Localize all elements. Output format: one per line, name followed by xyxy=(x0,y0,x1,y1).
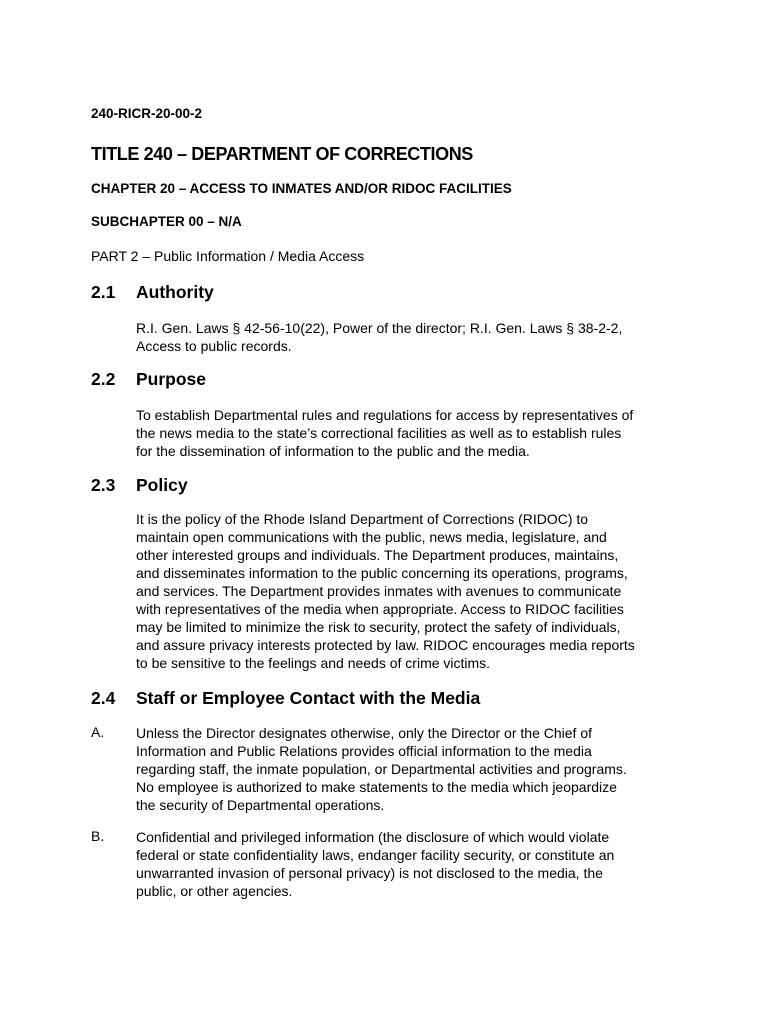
body-line: the news media to the state’s correctional facilities as well as to establish rules xyxy=(136,425,622,441)
body-line: Confidential and privileged information (the disclosure of which would violate xyxy=(136,829,610,845)
subchapter-heading: SUBCHAPTER 00 – N/A xyxy=(91,214,242,229)
body-line: Information and Public Relations provides official information to the media xyxy=(136,743,592,759)
body-line: other interested groups and individuals. The Department produces, maintains, xyxy=(136,547,619,563)
section-title-authority: Authority xyxy=(136,282,214,302)
body-line: and assure privacy interests protected by law. RIDOC encourages media reports xyxy=(136,637,635,653)
body-line: maintain open communications with the public, news media, legislature, and xyxy=(136,529,607,545)
body-line: and services. The Department provides inmates with avenues to communicate xyxy=(136,583,622,599)
body-line: regarding staff, the inmate population, or Departmental activities and programs. xyxy=(136,761,627,777)
body-line: R.I. Gen. Laws § 42-56-10(22), Power of the director; R.I. Gen. Laws § 38-2-2, xyxy=(136,320,623,336)
item-letter-a: A. xyxy=(91,724,105,740)
body-line: may be limited to minimize the risk to security, protect the safety of individuals, xyxy=(136,619,621,635)
body-line: with representatives of the media when appropriate. Access to RIDOC facilities xyxy=(136,601,624,617)
title-heading: TITLE 240 – DEPARTMENT OF CORRECTIONS xyxy=(91,144,473,164)
item-body-b xyxy=(136,828,696,900)
body-line: federal or state confidentiality laws, endanger facility security, or constitute an xyxy=(136,847,615,863)
section-title-staff-media-contact: Staff or Employee Contact with the Media xyxy=(136,688,481,708)
body-line: unwarranted invasion of personal privacy) is not disclosed to the media, the xyxy=(136,865,603,881)
section-number-2-3: 2.3 xyxy=(91,475,116,495)
body-line: the security of Departmental operations. xyxy=(136,797,385,813)
body-line: for the dissemination of information to the public and the media. xyxy=(136,443,530,459)
body-line: Unless the Director designates otherwise, only the Director or the Chief of xyxy=(136,725,592,741)
part-heading: PART 2 – Public Information / Media Access xyxy=(91,248,365,264)
section-title-purpose: Purpose xyxy=(136,369,207,389)
item-body-a xyxy=(136,724,696,814)
body-line: public, or other agencies. xyxy=(136,883,293,899)
item-letter-b: B. xyxy=(91,828,105,844)
section-title-policy: Policy xyxy=(136,475,188,495)
section-body-purpose xyxy=(136,406,696,460)
chapter-heading: CHAPTER 20 – ACCESS TO INMATES AND/OR RIDOC FACILITIES xyxy=(91,181,512,196)
section-number-2-4: 2.4 xyxy=(91,688,116,708)
section-number-2-2: 2.2 xyxy=(91,369,116,389)
body-line: to be sensitive to the feelings and needs of crime victims. xyxy=(136,655,491,671)
section-number-2-1: 2.1 xyxy=(91,282,116,302)
section-body-policy xyxy=(136,510,696,672)
body-line: To establish Departmental rules and regulations for access by representatives of xyxy=(136,407,634,423)
body-line: Access to public records. xyxy=(136,338,292,354)
body-line: and disseminates information to the public concerning its operations, programs, xyxy=(136,565,628,581)
document-id: 240-RICR-20-00-2 xyxy=(91,106,203,121)
body-line: No employee is authorized to make statements to the media which jeopardize xyxy=(136,779,617,795)
section-body-authority xyxy=(136,319,696,355)
body-line: It is the policy of the Rhode Island Department of Corrections (RIDOC) to xyxy=(136,511,589,527)
